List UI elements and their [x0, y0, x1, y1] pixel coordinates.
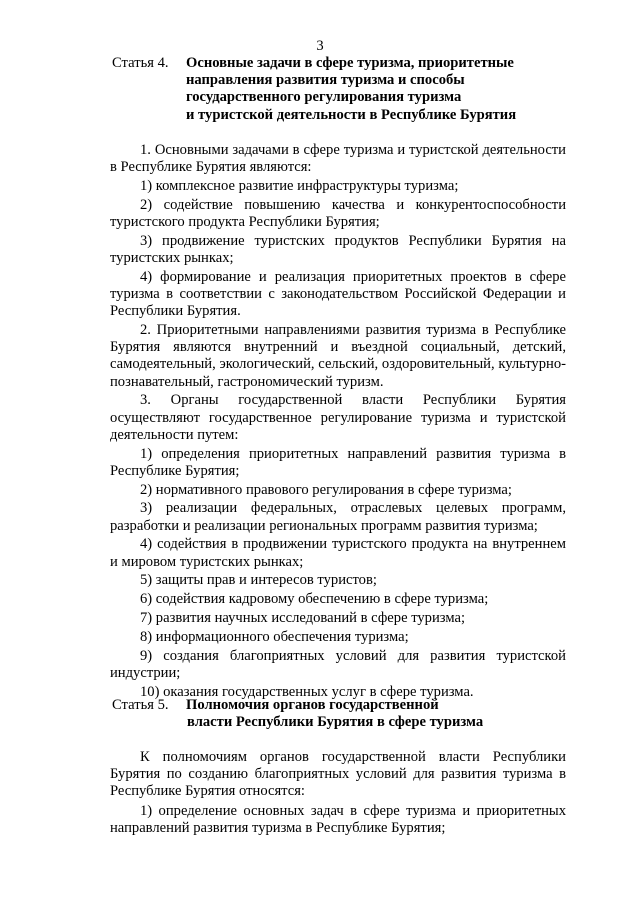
article-5-title-line: власти Республики Бурятия в сфере туризма	[187, 714, 484, 731]
article-4-label: Статья 4.	[112, 55, 169, 71]
page-number: 3	[316, 38, 324, 54]
list-item: 8) информационного обеспечения туризма;	[140, 628, 409, 645]
list-item: 10) оказания государственных услуг в сфере туризма.	[140, 683, 474, 700]
list-item: 9) создания благоприятных условий для развития туристской индустрии;	[110, 647, 566, 681]
article-4-heading	[112, 55, 600, 124]
paragraph: 1. Основными задачами в сфере туризма и туристской деятельности в Республике Бурятия являются:	[110, 142, 566, 176]
list-item: 3) реализации федеральных, отраслевых целевых программ, разработки и реализации региональных программ развития туризма;	[110, 500, 566, 534]
article-4-title-line: государственного регулирования туризма	[186, 89, 462, 106]
article-4-body	[110, 142, 566, 702]
list-item: 1) определения приоритетных направлений развития туризма в Республике Бурятия;	[110, 445, 566, 479]
list-item: 2) содействие повышению качества и конкурентоспособности туристского продукта Республики Бурятия;	[110, 196, 566, 230]
article-5-body	[110, 749, 566, 839]
list-item: 3) продвижение туристских продуктов Республики Бурятия на туристских рынках;	[110, 232, 566, 266]
paragraph: К полномочиям органов государственной власти Республики Бурятия по созданию благоприятных условий для развития туризма в Республике Бурятия относятся:	[110, 749, 566, 800]
article-4-title-line: Основные задачи в сфере туризма, приоритетные	[186, 55, 514, 71]
list-item: 6) содействия кадровому обеспечению в сфере туризма;	[140, 591, 489, 608]
list-item: 2) нормативного правового регулирования в сфере туризма;	[140, 481, 512, 498]
list-item: 4) содействия в продвижении туристского продукта на внутреннем и мировом туристских рынках;	[110, 536, 566, 570]
paragraph: 3. Органы государственной власти Республики Бурятия осуществляют государственное регулирование туризма и туристской деятельности путем:	[110, 392, 566, 443]
article-5-title	[186, 697, 600, 731]
list-item: 5) защиты прав и интересов туристов;	[140, 572, 377, 589]
article-4-title-line: и туристской деятельности в Республике Бурятия	[186, 106, 517, 123]
list-item: 7) развития научных исследований в сфере туризма;	[140, 610, 466, 626]
article-4-title-line: направления развития туризма и способы	[186, 72, 465, 89]
article-5-title-line: Полномочия органов государственной	[186, 697, 439, 713]
article-5-heading	[112, 697, 600, 731]
list-item: 4) формирование и реализация приоритетных проектов в сфере туризма в соответствии с законодательством Российской Федерации и Республики Бурятия.	[110, 268, 566, 320]
list-item: 1) определение основных задач в сфере туризма и приоритетных направлений развития туризма в Республике Бурятия;	[110, 802, 566, 836]
paragraph: 2. Приоритетными направлениями развития туризма в Республике Бурятия являются внутренний и въездной социальный, детский, самодеятельный, экологический, сельский, оздоровительный, культурно-познавательный, гастрономический туризм.	[110, 322, 566, 390]
article-5-label: Статья 5.	[112, 697, 169, 713]
list-item: 1) комплексное развитие инфраструктуры туризма;	[140, 178, 459, 194]
article-4-title	[186, 55, 600, 124]
